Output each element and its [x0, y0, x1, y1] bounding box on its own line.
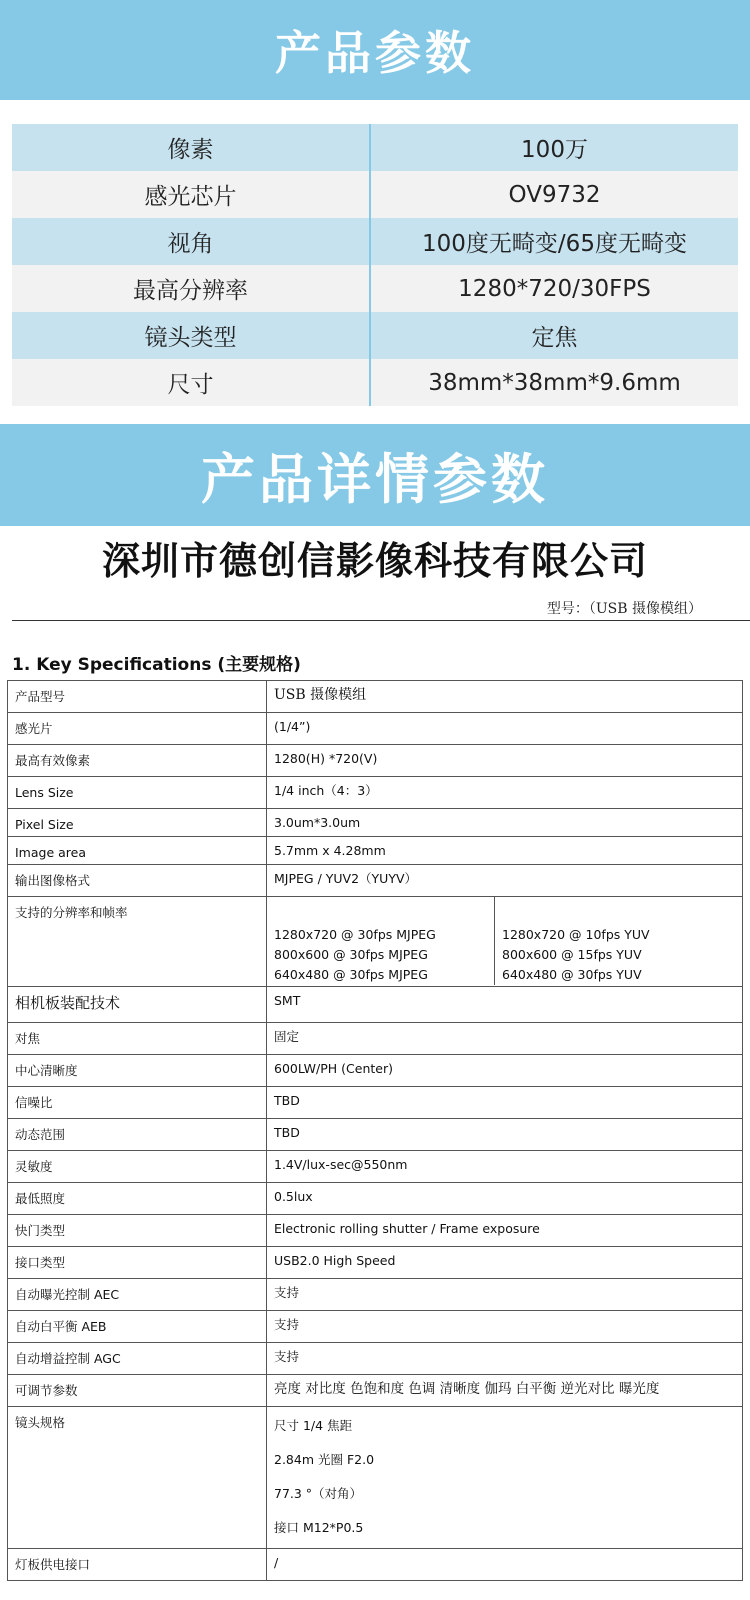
- spec-key: 输出图像格式: [8, 865, 267, 897]
- spec-value: 3.0um*3.0um: [267, 809, 743, 837]
- spec-value: 1.4V/lux-sec@550nm: [267, 1151, 743, 1183]
- yuv-mode: 800x600 @ 15fps YUV: [502, 947, 642, 962]
- spec-key: 接口类型: [8, 1247, 267, 1279]
- yuv-mode: 640x480 @ 30fps YUV: [502, 967, 642, 982]
- spec-key: 可调节参数: [8, 1375, 267, 1407]
- table-row: [8, 1215, 743, 1247]
- lens-spec-line: 接口 M12*P0.5: [274, 1520, 364, 1535]
- mjpeg-column: [267, 897, 495, 985]
- spec-value: 支持: [267, 1279, 743, 1311]
- spec-key: 镜头规格: [8, 1407, 267, 1549]
- spec-value: Electronic rolling shutter / Frame exposure: [267, 1215, 743, 1247]
- spec-key: 灵敏度: [8, 1151, 267, 1183]
- spec-value: 固定: [267, 1023, 743, 1055]
- spec-key: 自动白平衡 AEB: [8, 1311, 267, 1343]
- spec-key: 产品型号: [8, 681, 267, 713]
- spec-value: TBD: [267, 1087, 743, 1119]
- table-row: [8, 1549, 743, 1581]
- spec-key: 对焦: [8, 1023, 267, 1055]
- spec-key: Lens Size: [8, 777, 267, 809]
- table-row: [12, 171, 738, 218]
- table-row: [8, 837, 743, 865]
- spec-value: MJPEG / YUV2（YUYV）: [267, 865, 743, 897]
- table-row: [8, 809, 743, 837]
- spec-value: USB2.0 High Speed: [267, 1247, 743, 1279]
- banner-product-detail-params: 产品详情参数: [0, 424, 750, 526]
- spec-key: 动态范围: [8, 1119, 267, 1151]
- param-key: 感光芯片: [12, 171, 370, 218]
- table-row: [12, 312, 738, 359]
- table-row: [12, 265, 738, 312]
- spec-table: [7, 680, 743, 1581]
- param-key: 最高分辨率: [12, 265, 370, 312]
- param-value: 定焦: [370, 312, 738, 359]
- spec-value: 1/4 inch（4：3）: [267, 777, 743, 809]
- spec-value: 0.5lux: [267, 1183, 743, 1215]
- resolution-cell: [267, 897, 743, 987]
- table-row: [8, 1343, 743, 1375]
- spec-value: (1/4”): [267, 713, 743, 745]
- table-row: [8, 1055, 743, 1087]
- divider: [12, 620, 750, 621]
- spec-value: 1280(H) *720(V): [267, 745, 743, 777]
- yuv-mode: 1280x720 @ 10fps YUV: [502, 927, 650, 942]
- table-row: [8, 1183, 743, 1215]
- param-key: 尺寸: [12, 359, 370, 406]
- spec-value: TBD: [267, 1119, 743, 1151]
- spec-key: 中心清晰度: [8, 1055, 267, 1087]
- spec-key: 相机板装配技术: [8, 987, 267, 1023]
- table-row: [12, 124, 738, 171]
- table-row: [8, 987, 743, 1023]
- spec-value: 600LW/PH (Center): [267, 1055, 743, 1087]
- mjpeg-mode: 640x480 @ 30fps MJPEG: [274, 967, 428, 982]
- table-row: [8, 1087, 743, 1119]
- product-params-table: [12, 124, 738, 406]
- param-key: 视角: [12, 218, 370, 265]
- table-row: [8, 1151, 743, 1183]
- model-label: 型号：（USB 摄像模组）: [546, 601, 702, 617]
- table-row: [8, 1023, 743, 1055]
- spec-key: 支持的分辨率和帧率: [8, 897, 267, 987]
- table-row: [8, 1407, 743, 1549]
- param-value: 100万: [370, 124, 738, 171]
- table-row: [8, 865, 743, 897]
- param-value: 100度无畸变/65度无畸变: [370, 218, 738, 265]
- param-key: 镜头类型: [12, 312, 370, 359]
- mjpeg-mode: 1280x720 @ 30fps MJPEG: [274, 927, 436, 942]
- mjpeg-mode: 800x600 @ 30fps MJPEG: [274, 947, 428, 962]
- spec-key: Image area: [8, 837, 267, 865]
- table-row: [12, 218, 738, 265]
- table-row: [8, 1375, 743, 1407]
- table-row: [12, 359, 738, 406]
- spec-value: 支持: [267, 1343, 743, 1375]
- spec-key: 自动增益控制 AGC: [8, 1343, 267, 1375]
- company-name: 深圳市德创信影像科技有限公司: [101, 539, 648, 583]
- table-row: [8, 1311, 743, 1343]
- table-row: [8, 777, 743, 809]
- lens-spec-line: 尺寸 1/4 焦距: [274, 1418, 353, 1433]
- lens-spec-line: 77.3 °（对角）: [274, 1486, 363, 1501]
- spec-key: 快门类型: [8, 1215, 267, 1247]
- table-row: [8, 1247, 743, 1279]
- lens-spec-line: 2.84m 光圈 F2.0: [274, 1452, 375, 1467]
- resolution-subtable: [267, 897, 742, 985]
- table-row: [8, 681, 743, 713]
- yuv-column: [495, 897, 742, 985]
- spec-key: 灯板供电接口: [8, 1549, 267, 1581]
- spec-key: Pixel Size: [8, 809, 267, 837]
- spec-key: 自动曝光控制 AEC: [8, 1279, 267, 1311]
- param-key: 像素: [12, 124, 370, 171]
- spec-key: 最高有效像素: [8, 745, 267, 777]
- spec-value: 亮度 对比度 色饱和度 色调 清晰度 伽玛 白平衡 逆光对比 曝光度: [267, 1375, 743, 1407]
- spec-key: 最低照度: [8, 1183, 267, 1215]
- param-value: OV9732: [370, 171, 738, 218]
- spec-value: /: [267, 1549, 743, 1581]
- spec-key: 感光片: [8, 713, 267, 745]
- table-row: [8, 1119, 743, 1151]
- table-row: [8, 745, 743, 777]
- table-row: [8, 1279, 743, 1311]
- spec-value: SMT: [267, 987, 743, 1023]
- spec-value: USB 摄像模组: [267, 681, 743, 713]
- param-value: 38mm*38mm*9.6mm: [370, 359, 738, 406]
- param-value: 1280*720/30FPS: [370, 265, 738, 312]
- table-row: [8, 897, 743, 987]
- section-heading: 1. Key Specifications (主要规格): [12, 655, 301, 675]
- spec-value: 5.7mm x 4.28mm: [267, 837, 743, 865]
- table-row: [8, 713, 743, 745]
- lens-spec-cell: [267, 1407, 743, 1549]
- spec-value: 支持: [267, 1311, 743, 1343]
- spec-key: 信噪比: [8, 1087, 267, 1119]
- banner-product-params: 产品参数: [0, 0, 750, 100]
